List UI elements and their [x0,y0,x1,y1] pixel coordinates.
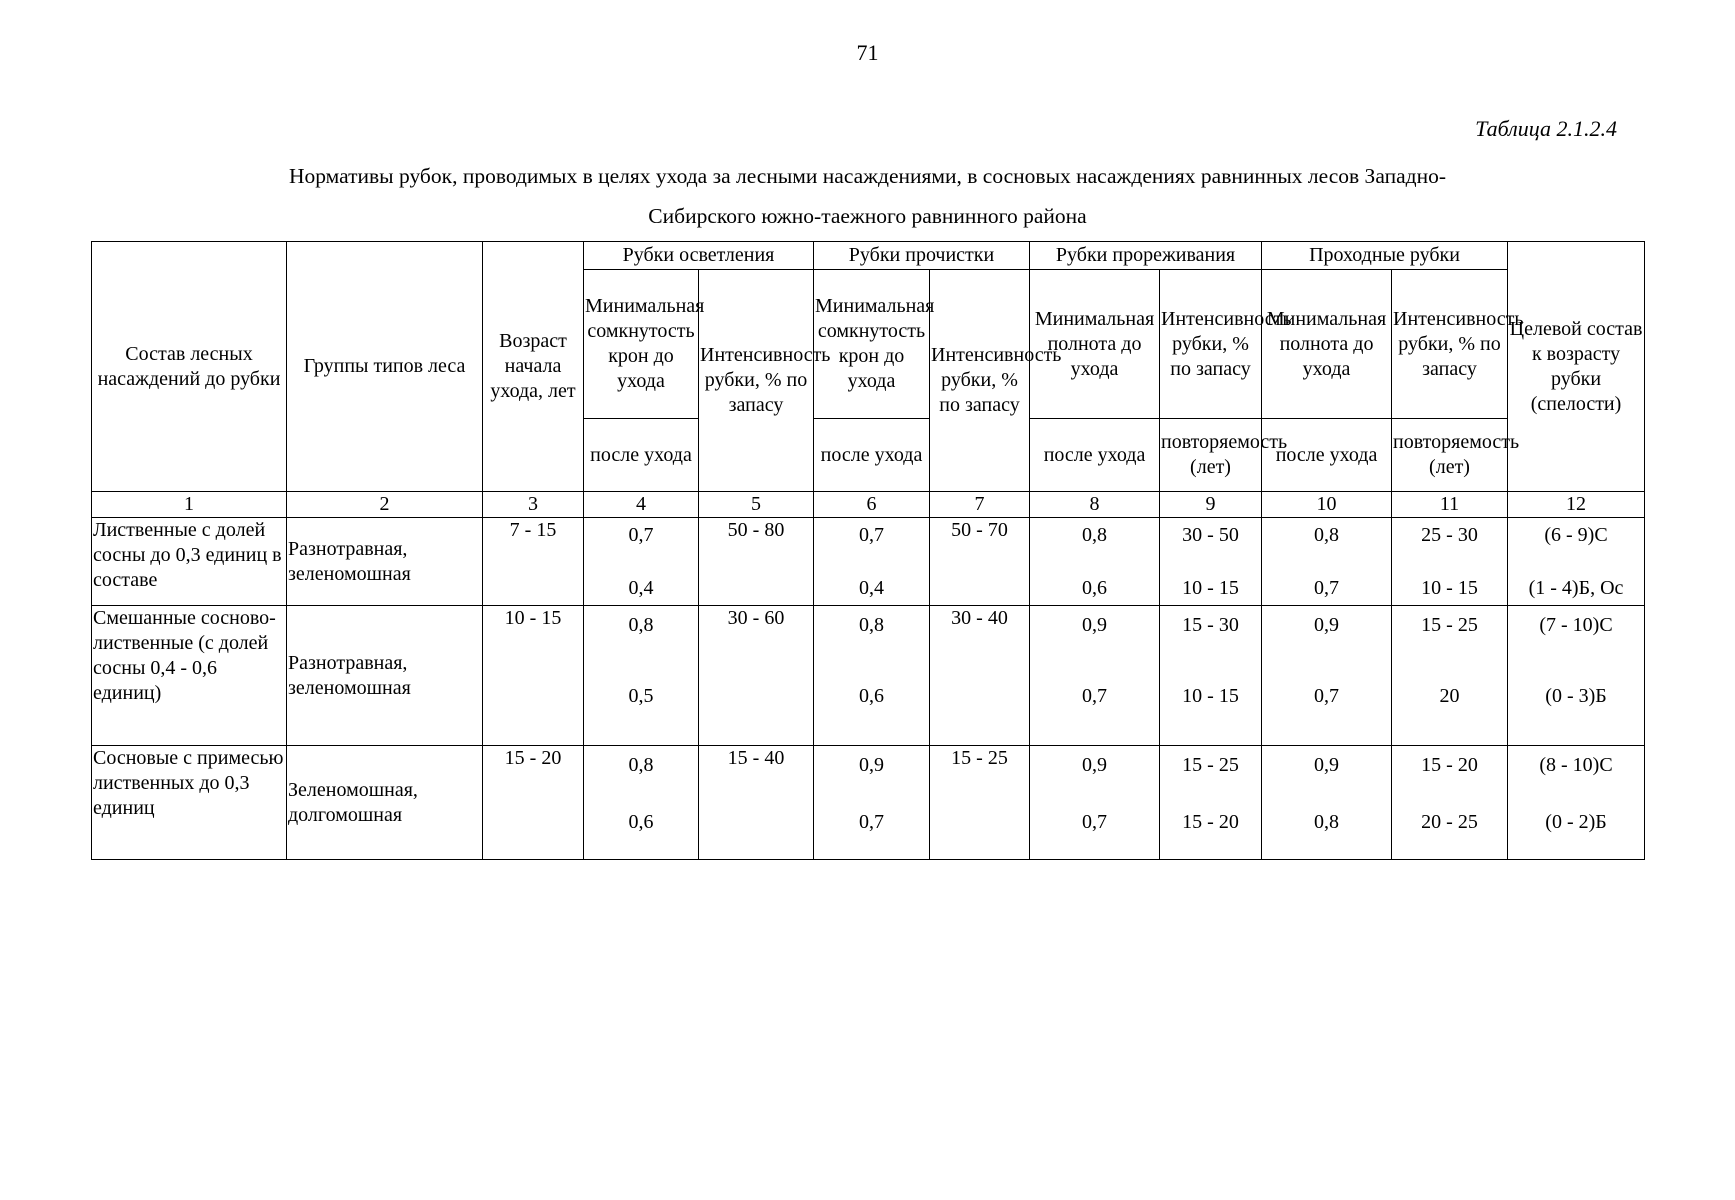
value-before: 0,8 [1314,523,1340,546]
value-repeat: 20 - 25 [1421,810,1478,833]
header-c7: Интенсивность рубки, % по запасу [930,270,1030,492]
header-c4: Минимальная сомкнутость крон до ухода [584,270,699,419]
cell-c5: 30 - 60 [699,606,814,746]
value-before: 0,8 [628,613,654,636]
norms-table [91,241,1645,860]
column-number: 8 [1030,492,1160,518]
cell-c11 [1393,523,1506,601]
column-number: 4 [584,492,699,518]
header-group-cleaning: Рубки прочистки [814,242,1030,270]
cell-c6 [815,753,928,835]
title-line-2: Сибирского южно-таежного равнинного района [648,204,1087,228]
value-after: 0,7 [859,810,884,833]
header-target-composition: Целевой состав к возрасту рубки (спелости) [1508,242,1645,492]
value-after: 0,7 [1314,576,1340,599]
cell-c9 [1161,613,1260,709]
header-c4-after: после ухода [584,419,699,492]
cell-c7: 30 - 40 [930,606,1030,746]
cell-c4 [585,753,697,835]
value-target-pine: (6 - 9)С [1544,523,1608,546]
header-c8: Минимальная полнота до ухода [1030,270,1160,419]
header-group-clearing: Рубки осветления [584,242,814,270]
header-c11: Интенсивность рубки, % по запасу [1392,270,1508,419]
value-intensity: 15 - 25 [1421,613,1478,636]
column-number: 11 [1392,492,1508,518]
header-c11-repeat: повторяемость (лет) [1392,419,1508,492]
cell-c10 [1263,613,1390,709]
cell-c9 [1161,523,1260,601]
cell-c10 [1263,753,1390,835]
cell-forest-type: Разнотравная, зеленомошная [287,518,483,606]
page-number: 71 [856,40,879,65]
cell-c11 [1393,753,1506,835]
header-c9: Интенсивность рубки, % по запасу [1160,270,1262,419]
value-after: 0,8 [1314,810,1340,833]
value-before: 0,7 [628,523,654,546]
value-repeat: 10 - 15 [1182,576,1239,599]
value-target-other: (1 - 4)Б, Ос [1528,576,1624,599]
value-target-other: (0 - 3)Б [1545,684,1607,707]
table-title [0,156,1735,236]
value-target-pine: (7 - 10)С [1539,613,1613,636]
header-c9-repeat: повторяемость (лет) [1160,419,1262,492]
table-row [92,518,1645,606]
value-before: 0,9 [1314,613,1340,636]
value-after: 0,7 [1082,810,1108,833]
value-target-pine: (8 - 10)С [1539,753,1613,776]
cell-c10 [1263,523,1390,601]
table-row [92,606,1645,746]
value-target-other: (0 - 2)Б [1545,810,1607,833]
value-after: 0,6 [628,810,654,833]
header-c8-after: после ухода [1030,419,1160,492]
value-repeat: 10 - 15 [1182,684,1239,707]
value-intensity: 30 - 50 [1182,523,1239,546]
header-forest-type: Группы типов леса [287,242,483,492]
value-intensity: 25 - 30 [1421,523,1478,546]
header-group-passing: Проходные рубки [1262,242,1508,270]
column-number: 7 [930,492,1030,518]
value-before: 0,9 [1082,753,1108,776]
cell-c7: 50 - 70 [930,518,1030,606]
cell-c5: 15 - 40 [699,746,814,860]
header-c6: Минимальная сомкнутость крон до ухода [814,270,930,419]
cell-composition: Сосновые с примесью лиственных до 0,3 единиц [92,746,287,860]
column-numbers-row [92,492,1645,518]
value-after: 0,6 [859,684,884,707]
cell-c12 [1509,753,1643,835]
cell-c11 [1393,613,1506,709]
value-after: 0,7 [1082,684,1108,707]
cell-c4 [585,613,697,709]
header-c10: Минимальная полнота до ухода [1262,270,1392,419]
header-group-thinning: Рубки прореживания [1030,242,1262,270]
value-before: 0,9 [1082,613,1108,636]
table-label: Таблица 2.1.2.4 [1475,116,1617,141]
column-number: 1 [92,492,287,518]
column-number: 9 [1160,492,1262,518]
value-intensity: 15 - 20 [1421,753,1478,776]
value-intensity: 15 - 30 [1182,613,1239,636]
cell-c8 [1031,753,1158,835]
cell-age: 10 - 15 [483,606,584,746]
value-repeat: 10 - 15 [1421,576,1478,599]
cell-c6 [815,613,928,709]
header-c10-after: после ухода [1262,419,1392,492]
value-before: 0,9 [1314,753,1340,776]
column-number: 12 [1508,492,1645,518]
column-number: 5 [699,492,814,518]
column-number: 10 [1262,492,1392,518]
column-number: 6 [814,492,930,518]
cell-age: 15 - 20 [483,746,584,860]
cell-forest-type: Зеленомошная, долгомошная [287,746,483,860]
cell-forest-type: Разнотравная, зеленомошная [287,606,483,746]
value-repeat: 20 [1439,684,1460,707]
column-number: 2 [287,492,483,518]
cell-c8 [1031,523,1158,601]
value-after: 0,4 [859,576,884,599]
cell-c8 [1031,613,1158,709]
cell-composition: Смешанные сосново-лиственные (с долей сосны 0,4 - 0,6 единиц) [92,606,287,746]
cell-c9 [1161,753,1260,835]
value-after: 0,5 [628,684,654,707]
cell-c7: 15 - 25 [930,746,1030,860]
header-composition: Состав лесных насаждений до рубки [92,242,287,492]
cell-c12 [1509,523,1643,601]
cell-age: 7 - 15 [483,518,584,606]
cell-c4 [585,523,697,601]
value-before: 0,8 [1082,523,1108,546]
header-c6-after: после ухода [814,419,930,492]
header-age: Возраст начала ухода, лет [483,242,584,492]
cell-c5: 50 - 80 [699,518,814,606]
value-after: 0,4 [628,576,654,599]
cell-c12 [1509,613,1643,709]
title-line-1: Нормативы рубок, проводимых в целях ухода за лесными насаждениями, в сосновых насаждениях равнинных лесов Западно- [288,164,1446,188]
header-c5: Интенсивность рубки, % по запасу [699,270,814,492]
value-after: 0,7 [1314,684,1340,707]
cell-composition: Лиственные с долей сосны до 0,3 единиц в составе [92,518,287,606]
value-before: 0,9 [859,753,884,776]
cell-c6 [815,523,928,601]
value-before: 0,8 [628,753,654,776]
column-number: 3 [483,492,584,518]
value-after: 0,6 [1082,576,1108,599]
table-row [92,746,1645,860]
value-before: 0,8 [859,613,884,636]
value-intensity: 15 - 25 [1182,753,1239,776]
value-repeat: 15 - 20 [1182,810,1239,833]
value-before: 0,7 [859,523,884,546]
